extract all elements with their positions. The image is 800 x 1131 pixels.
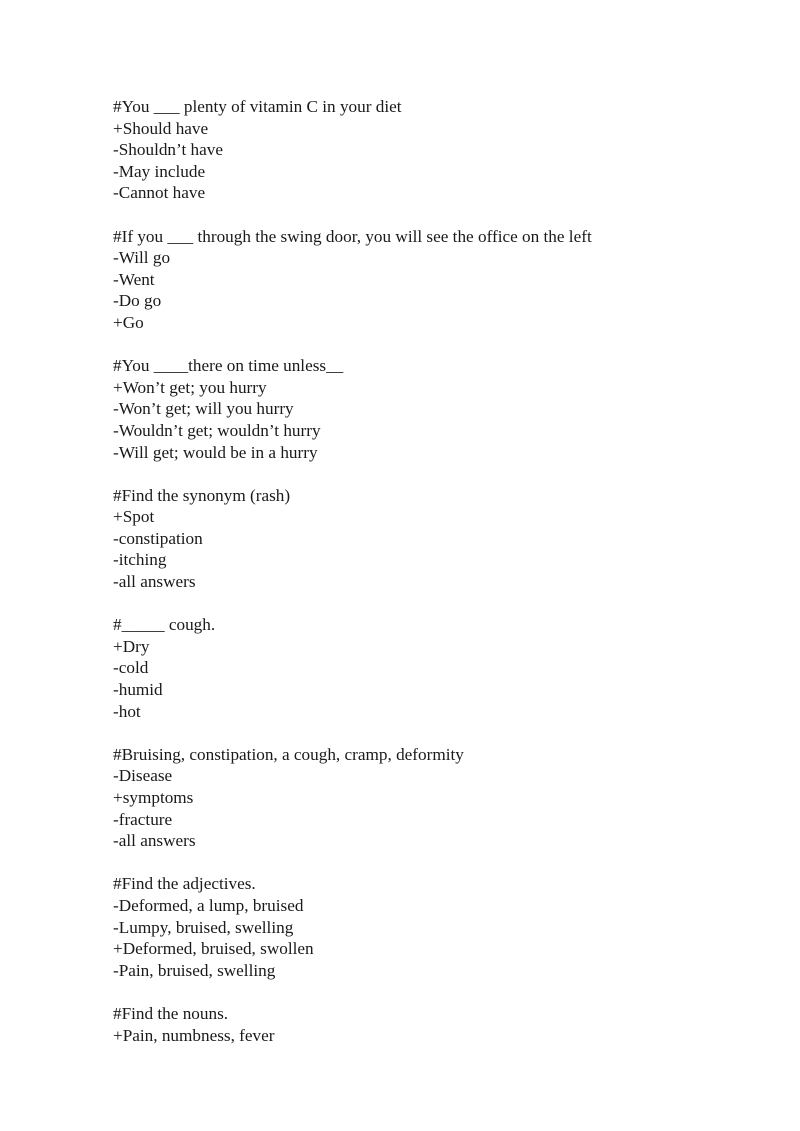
answer-option: -Shouldn’t have [113,140,223,160]
answer-option: -Wouldn’t get; wouldn’t hurry [113,420,321,440]
question-prompt: #_____ cough. [113,615,216,635]
question-block [113,485,733,593]
answer-option: -all answers [113,572,196,592]
answer-option: -cold [113,658,149,678]
question-prompt: #If you ___ through the swing door, you will see the office on the left [113,226,592,246]
answer-option: -fracture [113,809,173,829]
answer-option: -Lumpy, bruised, swelling [113,917,294,937]
question-prompt: #Find the synonym (rash) [113,485,291,505]
answer-option: +Deformed, bruised, swollen [113,939,314,959]
answer-option: +Go [113,312,144,332]
answer-option: -Went [113,269,155,289]
question-block [113,355,733,463]
answer-option: -constipation [113,528,203,548]
answer-option: -Do go [113,291,162,311]
question-block [113,1003,733,1046]
answer-option: -all answers [113,831,196,851]
answer-option: -Will get; would be in a hurry [113,442,318,462]
answer-option: -Will go [113,248,171,268]
answer-option: -itching [113,550,167,570]
question-prompt: #You ___ plenty of vitamin C in your diet [113,97,402,116]
answer-option: -Won’t get; will you hurry [113,399,294,419]
answer-option: -humid [113,680,163,700]
answer-option: +Pain, numbness, fever [113,1025,275,1045]
answer-option: +Spot [113,507,155,527]
question-prompt: #Find the adjectives. [113,874,256,894]
answer-option: -Disease [113,766,173,786]
answer-option: +Dry [113,636,150,656]
answer-option: +Should have [113,118,209,138]
question-prompt: #Find the nouns. [113,1003,229,1023]
question-block [113,744,733,852]
answer-option: +Won’t get; you hurry [113,377,267,397]
answer-option: -Pain, bruised, swelling [113,960,276,980]
question-prompt: #Bruising, constipation, a cough, cramp, deformity [113,744,464,764]
question-block [113,614,733,722]
document-page [113,96,733,1068]
answer-option: -May include [113,161,206,181]
answer-option: -Cannot have [113,183,206,203]
question-block [113,96,733,204]
answer-option: -Deformed, a lump, bruised [113,895,304,915]
question-block [113,873,733,981]
question-prompt: #You ____there on time unless__ [113,356,344,376]
answer-option: +symptoms [113,788,194,807]
question-block [113,226,733,334]
answer-option: -hot [113,701,141,721]
